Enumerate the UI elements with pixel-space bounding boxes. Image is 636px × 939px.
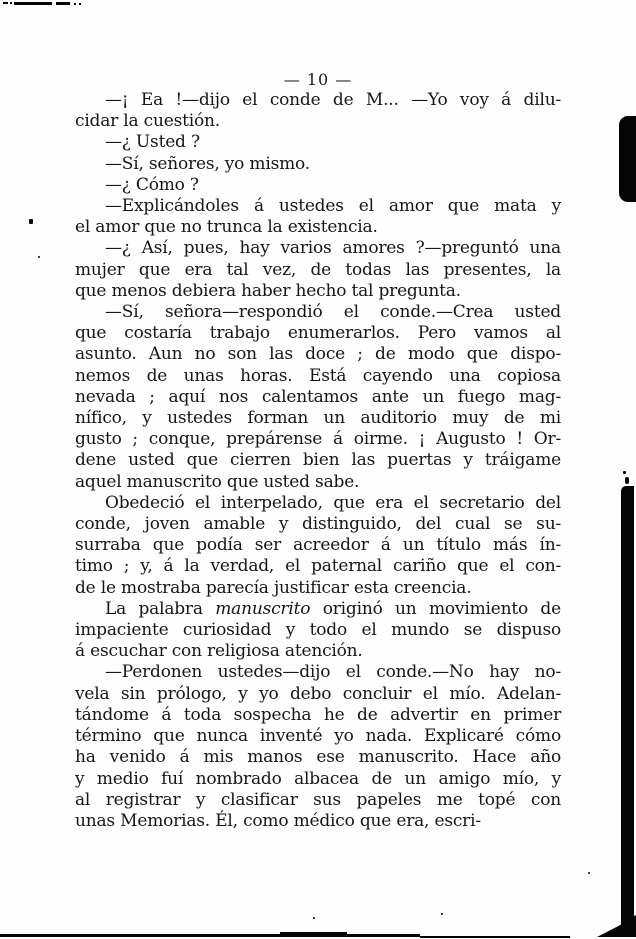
- scan-smudge-top-left: [3, 2, 8, 4]
- ink-speck: [313, 917, 315, 919]
- scan-smudge-top-left: [74, 3, 76, 5]
- text-line: y medio fuí nombrado albacea de un amigo mío, y: [75, 768, 561, 789]
- scan-line-bottom-edge: [280, 932, 347, 936]
- scan-strip-right-edge: [621, 486, 634, 932]
- ink-speck: [29, 219, 33, 224]
- page-number: — 10 —: [283, 70, 353, 89]
- text-line: —Explicándoles á ustedes el amor que mata y: [105, 196, 561, 217]
- scan-smudge-top-left: [79, 3, 81, 5]
- scan-line-bottom-edge: [0, 934, 420, 937]
- ink-speck: [588, 872, 590, 874]
- ink-speck: [38, 256, 40, 258]
- text-line: que costaría trabajo enumerarlos. Pero vamos al: [75, 323, 561, 344]
- text-line: mujer que era tal vez, de todas las presentes, la: [75, 259, 561, 280]
- text-line: nevada ; aquí nos calentamos ante un fuego mag-: [75, 386, 561, 407]
- text-line: al registrar y clasificar sus papeles me topé con: [75, 789, 561, 810]
- text-line: tándome á toda sospecha he de advertir en primer: [75, 704, 561, 725]
- text-line: —¿ Cómo ?: [105, 174, 199, 195]
- text-line: dene usted que cierren bien las puertas y tráigame: [75, 450, 561, 471]
- text-line: gusto ; conque, prepárense á oirme. ¡ Augusto ! Or-: [75, 429, 561, 450]
- text-line: Obedeció el interpelado, que era el secretario del: [105, 492, 561, 513]
- text-line: impaciente curiosidad y todo el mundo se dispuso: [75, 620, 561, 641]
- text-line: cidar la cuestión.: [75, 111, 220, 132]
- text-lines: [75, 90, 561, 832]
- text-line: nemos de unas horas. Está cayendo una copiosa: [75, 365, 561, 386]
- text-line: que menos debiera haber hecho tal pregunta.: [75, 280, 461, 301]
- text-line: nífico, y ustedes forman un auditorio muy de mi: [75, 408, 561, 429]
- text-line: á escuchar con religiosa atención.: [75, 641, 363, 662]
- ink-speck: [441, 913, 443, 915]
- scan-blob-right-edge: [619, 116, 636, 202]
- text-line: de le mostraba parecía justificar esta creencia.: [75, 577, 472, 598]
- text-line: timo ; y, á la verdad, el paternal cariño que el con-: [75, 556, 561, 577]
- ink-speck: [623, 471, 626, 474]
- text-line: el amor que no trunca la existencia.: [75, 217, 378, 238]
- text-line: conde, joven amable y distinguido, del cual se su-: [75, 514, 561, 535]
- scan-smudge-top-left: [56, 2, 70, 5]
- text-line: —Sí, señora—respondió el conde.—Crea usted: [105, 302, 561, 323]
- text-line: La palabra manuscrito originó un movimiento de: [105, 598, 561, 619]
- text-line: vela sin prólogo, y yo debo concluir el mío. Adelan-: [75, 683, 561, 704]
- text-line: —¿ Así, pues, hay varios amores ?—preguntó una: [105, 238, 561, 259]
- scan-line-bottom-edge: [420, 936, 570, 938]
- text-line: —¿ Usted ?: [105, 132, 200, 153]
- text-line: ha venido á mis manos ese manuscrito. Hace año: [75, 747, 561, 768]
- text-line: —Sí, señores, yo mismo.: [105, 153, 310, 174]
- scan-smudge-top-left: [10, 2, 12, 4]
- text-line: asunto. Aun no son las doce ; de modo que dispo-: [75, 344, 561, 365]
- text-line: —Perdonen ustedes—dijo el conde.—No hay no-: [105, 662, 561, 683]
- text-line: término que nunca inventé yo nada. Explicaré cómo: [75, 726, 561, 747]
- scan-smudge-top-left: [14, 2, 52, 5]
- text-line: —¡ Ea !—dijo el conde de M... —Yo voy á dilu-: [105, 90, 561, 110]
- scan-strip-right-edge: [625, 477, 629, 484]
- text-line: unas Memorias. Él, como médico que era, escri-: [75, 810, 481, 831]
- text-line: surraba que podía ser acreedor á un título más ín-: [75, 535, 561, 556]
- text-line: aquel manuscrito que usted sabe.: [75, 471, 360, 492]
